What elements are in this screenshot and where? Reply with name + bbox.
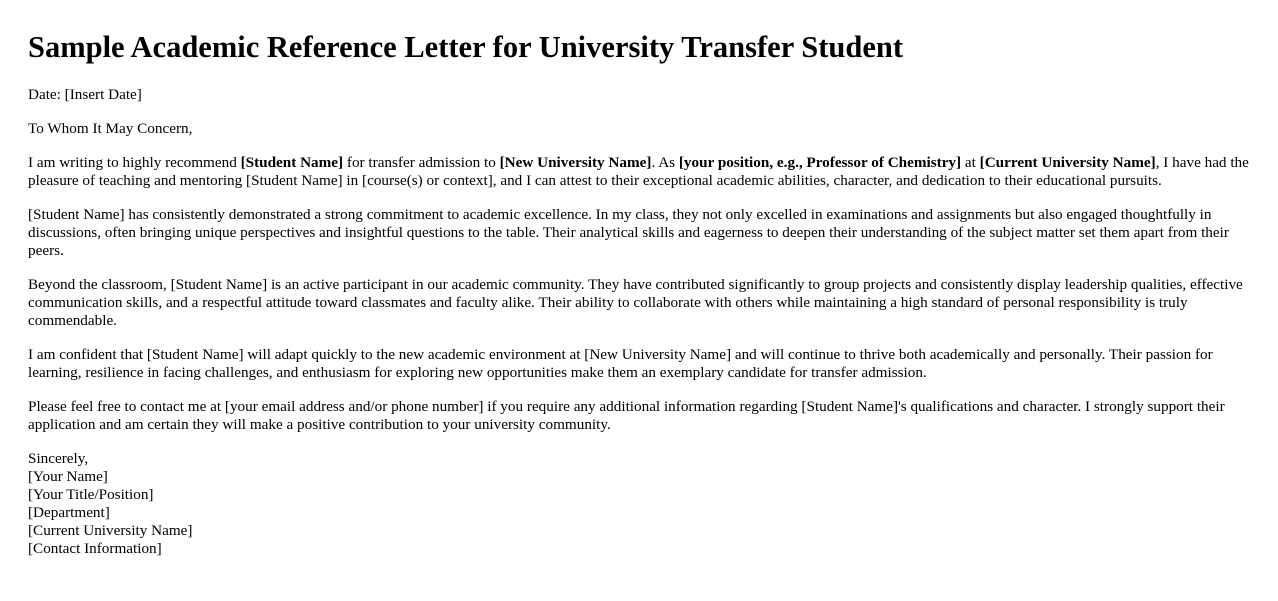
paragraph-academic-excellence: [Student Name] has consistently demonstrated a strong commitment to academic excellence. In my class, they not only excelled in examinations and assignments but also engaged thoughtfully in discussions, often bringing unique perspectives and insightful questions to the table. Their analytical skills and eagerness to deepen their understanding of the subject matter set them apart from their peers. [28,206,1229,259]
closing-sincerely: Sincerely, [28,450,89,467]
page-title: Sample Academic Reference Letter for University Transfer Student [28,30,904,64]
closing-department: [Department] [28,504,110,521]
paragraph-confidence: I am confident that [Student Name] will adapt quickly to the new academic environment at [New University Name] and will continue to thrive both academically and personally. Their passion for learning, resilience in facing challenges, and enthusiasm for exploring new opportunities make them an exemplary candidate for transfer admission. [28,346,1213,381]
paragraph-community: Beyond the classroom, [Student Name] is an active participant in our academic community. They have contributed significantly to group projects and consistently display leadership qualities, effective communication skills, and a respectful attitude toward classmates and faculty alike. Their ability to collaborate with others while maintaining a high standard of personal responsibility is truly commendable. [28,276,1243,329]
position-bold: [your position, e.g., Professor of Chemistry] [678,154,962,171]
new-university-bold: [New University Name] [499,154,652,171]
closing-title: [Your Title/Position] [28,486,154,503]
intro-text-1: I am writing to highly recommend [28,154,241,171]
paragraph-introduction [28,154,1252,190]
intro-text-4: at [961,154,980,171]
paragraph-contact: Please feel free to contact me at [your email address and/or phone number] if you require any additional information regarding [Student Name]'s qualifications and character. I strongly support their application and am certain they will make a positive contribution to your university community. [28,398,1225,433]
letter-salutation: To Whom It May Concern, [28,120,193,137]
current-university-bold: [Current University Name] [979,154,1156,171]
intro-text-3: . As [651,154,679,171]
intro-text-2: for transfer admission to [343,154,500,171]
letter-body [28,86,1252,558]
closing-name: [Your Name] [28,468,108,485]
letter-closing [28,450,1252,558]
closing-contact: [Contact Information] [28,540,162,557]
letter-date: Date: [Insert Date] [28,86,142,103]
student-name-bold: [Student Name] [240,154,344,171]
intro-text-5: , I have had the pleasure of teaching and mentoring [Student Name] in [course(s) or context], and I can attest to their exceptional academic abilities, character, and dedication to their educational pursuits. [28,154,1249,189]
closing-university: [Current University Name] [28,522,193,539]
